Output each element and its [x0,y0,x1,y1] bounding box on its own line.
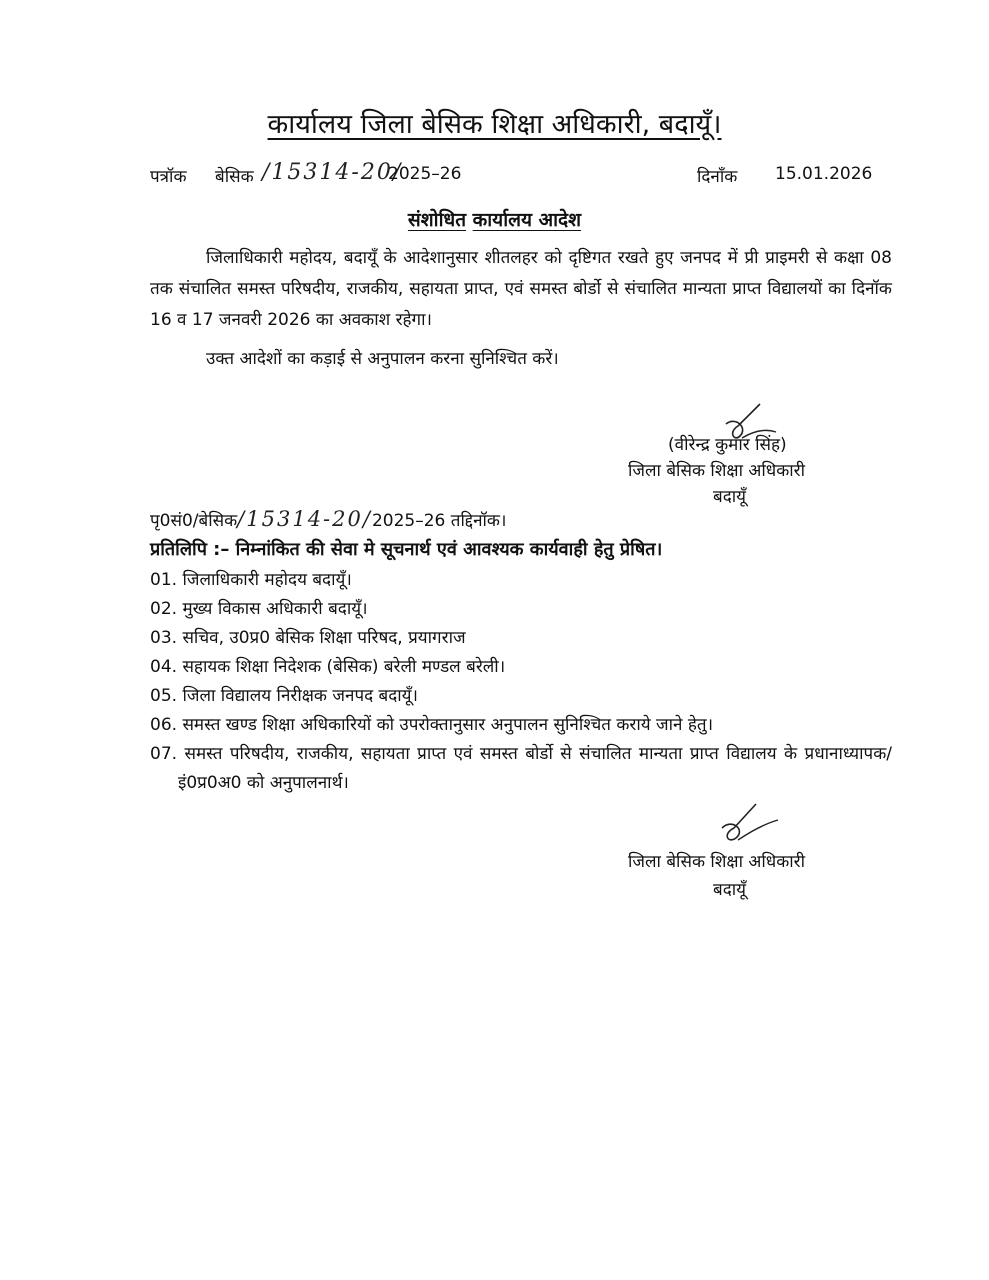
copy-ref-handwritten: /15314-20/ [237,507,372,531]
copy-recipient-list [150,566,892,798]
copy-ref-suffix: 2025–26 तद्दिनॉक। [371,511,507,531]
list-item: 05. जिला विद्यालय निरीक्षक जनपद बदायूँ। [150,686,418,706]
copy-reference [150,507,506,531]
order-body: जिलाधिकारी महोदय, बदायूँ के आदेशानुसार शीतलहर को दृष्टिगत रखते हुए जनपद में प्री प्राइमरी से कक्षा 08 तक संचालित समस्त परिषदीय, राजकीय, सहायता प्राप्त, एवं समस्त बोर्डो से संचालित मान्यता प्राप्त विद्यालयों का दिनॉक 16 व 17 जनवरी 2026 का अवकाश रहेगा। [150,248,892,330]
order-heading [0,206,989,232]
copy-heading: प्रतिलिपि :– निम्नांकित की सेवा मे सूचनार्थ एवं आवश्यक कार्यवाही हेतु प्रेषित। [150,539,663,560]
signatory-name: (वीरेन्द्र कुमार सिंह) [668,435,787,455]
list-item: 01. जिलाधिकारी महोदय बदायूँ। [150,570,352,590]
signature-mark-icon [712,798,784,850]
list-item: 02. मुख्य विकास अधिकारी बदायूँ। [150,599,368,619]
copy-ref-prefix: पृ0सं0/बेसिक [150,511,238,531]
signatory-place: बदायूँ [713,487,746,507]
list-item: 06. समस्त खण्ड शिक्षा अधिकारियों को उपरोक्तानुसार अनुपालन सुनिश्चित कराये जाने हेतु। [150,715,714,735]
letter-number-label: पत्रॉक [150,167,187,187]
signatory-designation: जिला बेसिक शिक्षा अधिकारी [628,461,806,481]
order-heading-title: कार्यालय आदेश [472,209,582,231]
date-label: दिनाँक [697,167,738,187]
order-heading-revised: संशोधित [407,209,467,231]
list-item: 04. सहायक शिक्षा निदेशक (बेसिक) बरेली मण्डल बरेली। [150,657,506,677]
order-compliance-line: उक्त आदेशों का कड़ाई से अनुपालन करना सुनिश्चित करें। [206,349,559,369]
signatory-place-2: बदायूँ [713,880,746,900]
list-item: 07. समस्त परिषदीय, राजकीय, सहायता प्राप्त एवं समस्त बोर्डो से संचालित मान्यता प्राप्त विद्यालय के प्रधानाध्यापक/इं0प्र0अ0 को अनुपालनार्थ। [150,744,892,793]
letter-number-handwritten: /15314-20/ [262,160,403,185]
list-item: 03. सचिव, उ0प्र0 बेसिक शिक्षा परिषद, प्रयागराज [150,628,466,648]
letter-number-year: 2025–26 [388,164,462,184]
letter-number-prefix: बेसिक [215,167,254,187]
signatory-designation-2: जिला बेसिक शिक्षा अधिकारी [628,852,806,872]
date-value: 15.01.2026 [775,164,873,184]
office-title: कार्यालय जिला बेसिक शिक्षा अधिकारी, बदायूँ। [267,109,722,140]
